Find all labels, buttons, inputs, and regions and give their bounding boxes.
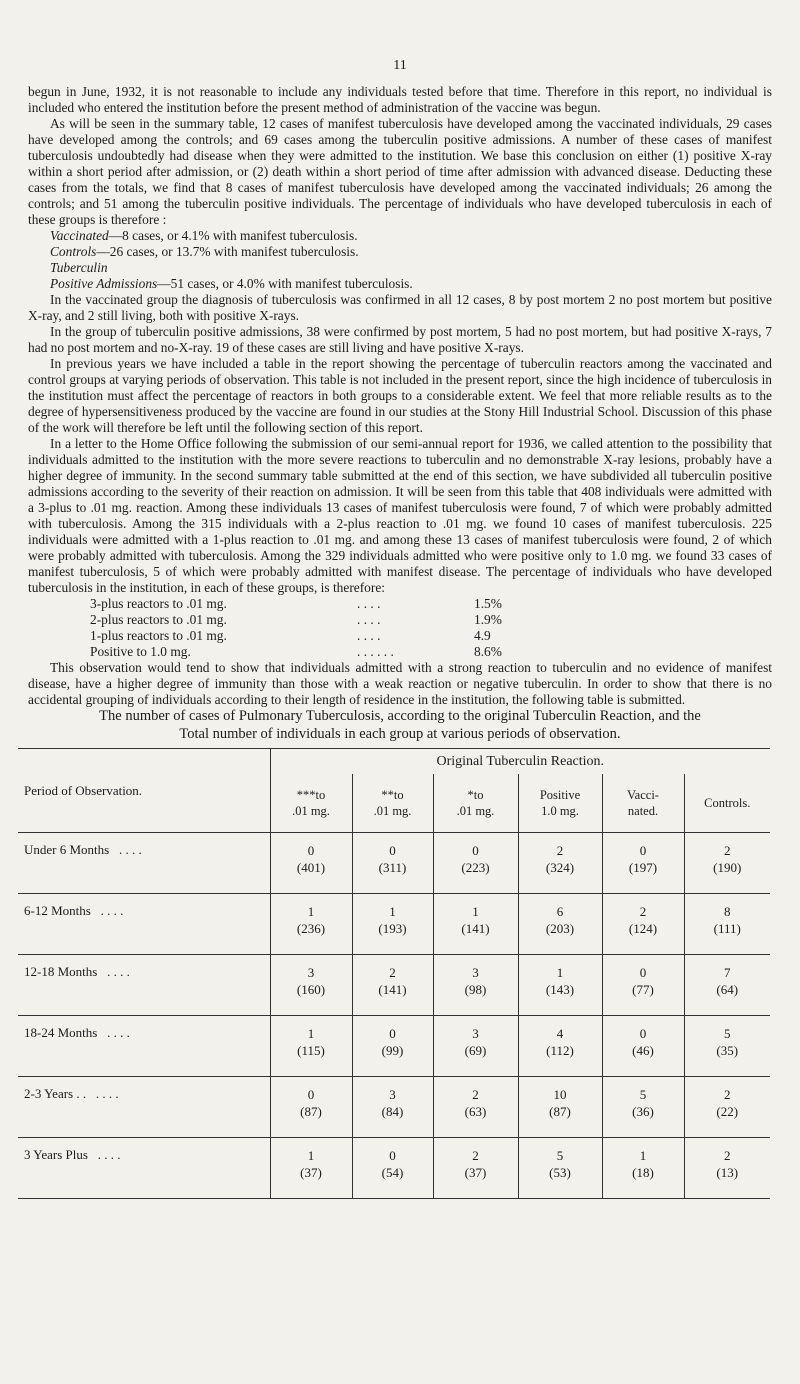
period-cell (18, 1016, 270, 1077)
case-count: 0 (307, 1087, 315, 1102)
data-cell (433, 955, 518, 1016)
data-cell (684, 1077, 770, 1138)
table-body (18, 833, 770, 1199)
reactor-label: 3-plus reactors to .01 mg. (90, 596, 227, 611)
group-total: (53) (549, 1165, 571, 1180)
data-cell (352, 833, 433, 894)
case-count: 1 (556, 965, 564, 980)
data-cell (518, 1077, 602, 1138)
data-cell (602, 1138, 684, 1199)
group-total: (46) (632, 1043, 654, 1058)
data-cell (352, 1016, 433, 1077)
group-total: (160) (296, 982, 326, 997)
group-total: (143) (545, 982, 575, 997)
case-count: 0 (639, 1026, 647, 1041)
reactor-label: 1-plus reactors to .01 mg. (90, 628, 227, 643)
group-total: (236) (296, 921, 326, 936)
data-cell (602, 955, 684, 1016)
paragraph: begun in June, 1932, it is not reasonable to include any individuals tested before that time. Therefore in this report, no individual is included who entered the institution before the present method of administration of the vaccine was begun. (28, 84, 772, 115)
group-total: (98) (464, 982, 487, 997)
case-count: 2 (724, 1148, 731, 1163)
group-total: (13) (716, 1165, 739, 1180)
period-cell (18, 1138, 270, 1199)
column-header: Positive 1.0 mg. (518, 774, 602, 833)
case-count: 7 (724, 965, 731, 980)
data-cell (270, 1138, 352, 1199)
leader-dots: . . . . (118, 842, 142, 857)
period-label: 18-24 Months (24, 1025, 98, 1040)
group-total: (111) (713, 921, 741, 936)
group-total: (37) (300, 1165, 322, 1180)
leader-dots: . . . . (97, 1147, 121, 1162)
table-row (18, 1138, 770, 1199)
period-label: 3 Years Plus (24, 1147, 88, 1162)
group-total: (141) (378, 982, 407, 997)
reactor-rate-row (90, 644, 502, 660)
group-total: (18) (632, 1165, 654, 1180)
paragraph: As will be seen in the summary table, 12 cases of manifest tuberculosis have developed among the vaccinated individuals, 29 cases have developed among the controls; and 69 cases among the tuberculin positive admissions. A number of these cases of manifest tuberculosis undoubtedly had disease when they were admitted to the institution. We base this conclusion on either (1) positive X-ray within a short period after admission, or (2) death within a short period of time after admission with advanced disease. Deducting these cases from the totals, we find that 8 cases of manifest tuberculosis have developed among the vaccinated individuals; 26 among the controls; and 51 among the tuberculin positive individuals. The percentage of individuals who have developed tuberculosis in each of these groups is therefore : (28, 116, 772, 227)
case-count: 1 (307, 1026, 315, 1041)
group-total: (112) (546, 1043, 574, 1058)
group-total: (193) (378, 921, 407, 936)
case-count: 3 (389, 1087, 396, 1102)
case-count: 1 (307, 904, 315, 919)
group-total: (77) (632, 982, 654, 997)
leader-dots: . . . . (100, 903, 124, 918)
data-cell (684, 1016, 770, 1077)
case-count: 3 (472, 965, 479, 980)
group-total: (203) (545, 921, 575, 936)
data-cell (518, 1016, 602, 1077)
group-text: —8 cases, or 4.1% with manifest tuberculosis. (108, 228, 358, 243)
data-cell (433, 1077, 518, 1138)
case-count: 0 (639, 965, 647, 980)
data-cell (684, 1138, 770, 1199)
period-cell (18, 894, 270, 955)
data-cell (270, 1077, 352, 1138)
group-label: Controls (50, 244, 97, 259)
paragraph: In the group of tuberculin positive admissions, 38 were confirmed by post mortem, 5 had no post mortem, but had positive X-rays, 7 had no post mortem and no-X-ray. 19 of these cases are still living and have positive X-rays. (28, 324, 772, 355)
data-cell (352, 1138, 433, 1199)
period-header: Period of Observation. (18, 749, 270, 833)
body-text (28, 84, 772, 708)
reactor-value: 1.9% (474, 612, 502, 627)
case-count: 2 (472, 1148, 479, 1163)
data-cell (518, 955, 602, 1016)
reactor-rates (90, 596, 502, 660)
data-cell (352, 894, 433, 955)
data-cell (518, 833, 602, 894)
reactor-label: 2-plus reactors to .01 mg. (90, 612, 227, 627)
group-total: (36) (632, 1104, 654, 1119)
column-header: ***to .01 mg. (270, 774, 352, 833)
table-title-line: Total number of individuals in each group at various periods of observation. (179, 726, 621, 742)
group-total: (84) (381, 1104, 404, 1119)
leader-dots: . . . . (107, 964, 130, 979)
case-count: 3 (472, 1026, 479, 1041)
group-total: (22) (716, 1104, 739, 1119)
data-cell (518, 1138, 602, 1199)
data-cell (270, 955, 352, 1016)
group-total: (87) (549, 1104, 571, 1119)
table-row (18, 1016, 770, 1077)
period-label: 2-3 Years . . (24, 1086, 87, 1101)
case-count: 0 (389, 843, 396, 858)
case-count: 0 (307, 843, 315, 858)
group-total: (115) (297, 1043, 325, 1058)
group-label: Positive Admissions (50, 276, 158, 291)
group-controls (28, 244, 772, 260)
group-text: —51 cases, or 4.0% with manifest tuberculosis. (157, 276, 413, 291)
data-cell (433, 894, 518, 955)
period-label: 6-12 Months (24, 903, 91, 918)
data-cell (518, 894, 602, 955)
case-count: 6 (556, 904, 564, 919)
column-header: Vacci- nated. (602, 774, 684, 833)
data-cell (352, 955, 433, 1016)
group-total: (190) (713, 860, 742, 875)
case-count: 0 (639, 843, 647, 858)
group-total: (141) (461, 921, 490, 936)
data-cell (270, 1016, 352, 1077)
group-total: (35) (716, 1043, 739, 1058)
paragraph: This observation would tend to show that individuals admitted with a strong reaction to tuberculin and no evidence of manifest disease, have a higher degree of immunity than those with a weak reaction or negative tuberculin. In order to show that there is no accidental grouping of individuals according to their length of residence in the institution, the following table is submitted. (28, 660, 772, 707)
group-total: (54) (381, 1165, 404, 1180)
group-total: (69) (464, 1043, 487, 1058)
case-count: 2 (724, 843, 731, 858)
data-cell (433, 1016, 518, 1077)
paragraph: In a letter to the Home Office following the submission of our semi-annual report for 1936, we called attention to the possibility that individuals admitted to the institution with the more severe reactions to tuberculin and no demonstrable X-ray lesions, probably have a higher degree of immunity. In the second summary table submitted at the end of this section, we have subdivided all tuberculin positive admissions according to the severity of their reaction on admission. It will be seen from this table that 408 individuals were admitted with a 3-plus to .01 mg. reaction. Among these individuals 13 cases of manifest tuberculosis were found, 7 of which were probably admitted with tuberculosis. Among the 315 individuals with a 2-plus reaction to .01 mg. we found 10 cases of manifest tuberculosis. 225 individuals were admitted with a 1-plus reaction to .01 mg. and among these 13 cases of manifest tuberculosis were found, 2 of which were probably admitted with tuberculosis. Among the 329 individuals admitted who were positive only to 1.0 mg. we found 33 cases of manifest tuberculosis, 5 of which were probably admitted with manifest disease. The percentage of individuals who have developed tuberculosis in the institution, in each of these groups, is therefore: (28, 436, 772, 595)
paragraph: In previous years we have included a table in the report showing the percentage of tuberculin reactors among the vaccinated and control groups at varying periods of observation. This table is not included in the present report, since the high incidence of tuberculosis in the institution must affect the percentage of reactors in both groups to a considerable extent. We feel that more reliable results as to the degree of hypersensitiveness produced by the vaccine are found in our studies at the Stony Hill Industrial School. Discussion of this phase of the work will therefore be left until the following section of this report. (28, 356, 772, 435)
case-count: 10 (553, 1087, 567, 1102)
data-cell (602, 1077, 684, 1138)
tuberculosis-table (18, 748, 770, 1199)
group-label: Vaccinated (50, 228, 109, 243)
case-count: 5 (724, 1026, 731, 1041)
table-title-line: The number of cases of Pulmonary Tuberculosis, according to the original Tuberculin Reaction, and the (99, 708, 701, 724)
leader-dots: . . . . (357, 596, 381, 611)
page-number: 11 (393, 58, 407, 73)
data-cell (433, 1138, 518, 1199)
group-total: (401) (296, 860, 326, 875)
case-count: 1 (389, 904, 396, 919)
case-count: 2 (639, 904, 647, 919)
period-label: Under 6 Months (24, 842, 110, 857)
group-vaccinated (28, 228, 772, 244)
group-text: —26 cases, or 13.7% with manifest tuberculosis. (96, 244, 359, 259)
case-count: 0 (389, 1148, 396, 1163)
reactor-value: 8.6% (474, 644, 502, 659)
group-total: (197) (628, 860, 658, 875)
case-count: 5 (556, 1148, 564, 1163)
case-count: 2 (472, 1087, 479, 1102)
leader-dots: . . . . (95, 1086, 119, 1101)
period-label: 12-18 Months (24, 964, 98, 979)
group-total: (64) (716, 982, 739, 997)
table-row (18, 955, 770, 1016)
case-count: 1 (307, 1148, 315, 1163)
reactor-value: 1.5% (474, 596, 502, 611)
reactor-rate-row (90, 612, 502, 628)
column-header: **to .01 mg. (352, 774, 433, 833)
column-header: Controls. (684, 774, 770, 833)
leader-dots: . . . . (357, 612, 381, 627)
case-count: 1 (639, 1148, 647, 1163)
reactor-rate-row (90, 628, 502, 644)
group-tuberculin-label: Tuberculin (50, 260, 108, 275)
period-cell (18, 1077, 270, 1138)
group-total: (63) (464, 1104, 487, 1119)
group-header: Original Tuberculin Reaction. (270, 749, 770, 775)
case-count: 0 (472, 843, 479, 858)
case-count: 8 (724, 904, 731, 919)
data-cell (602, 894, 684, 955)
column-header: *to .01 mg. (433, 774, 518, 833)
case-count: 2 (556, 843, 564, 858)
data-cell (270, 833, 352, 894)
data-cell (684, 894, 770, 955)
period-cell (18, 955, 270, 1016)
data-cell (602, 833, 684, 894)
case-count: 2 (724, 1087, 731, 1102)
data-cell (270, 894, 352, 955)
reactor-rate-row (90, 596, 502, 612)
data-cell (602, 1016, 684, 1077)
reactor-value: 4.9 (474, 628, 491, 643)
data-cell (433, 833, 518, 894)
leader-dots: . . . . . . (357, 644, 394, 659)
case-count: 1 (472, 904, 479, 919)
group-total: (87) (300, 1104, 322, 1119)
leader-dots: . . . . (357, 628, 381, 643)
group-total: (324) (545, 860, 575, 875)
case-count: 0 (389, 1026, 396, 1041)
case-count: 5 (639, 1087, 647, 1102)
case-count: 2 (389, 965, 396, 980)
paragraph: In the vaccinated group the diagnosis of tuberculosis was confirmed in all 12 cases, 8 by post mortem 2 no post mortem but positive X-ray, and 2 still living, both with positive X-rays. (28, 292, 772, 323)
case-count: 4 (556, 1026, 564, 1041)
data-cell (684, 833, 770, 894)
group-total: (223) (461, 860, 490, 875)
reactor-label: Positive to 1.0 mg. (90, 644, 191, 659)
table-row (18, 894, 770, 955)
case-count: 3 (307, 965, 315, 980)
table-row (18, 833, 770, 894)
group-tuberculin (28, 276, 772, 292)
group-total: (37) (464, 1165, 487, 1180)
group-total: (124) (628, 921, 658, 936)
group-total: (99) (381, 1043, 404, 1058)
data-cell (684, 955, 770, 1016)
leader-dots: . . . . (107, 1025, 130, 1040)
table-title (28, 707, 772, 743)
group-total: (311) (378, 860, 407, 875)
table-row (18, 1077, 770, 1138)
data-cell (352, 1077, 433, 1138)
period-cell (18, 833, 270, 894)
